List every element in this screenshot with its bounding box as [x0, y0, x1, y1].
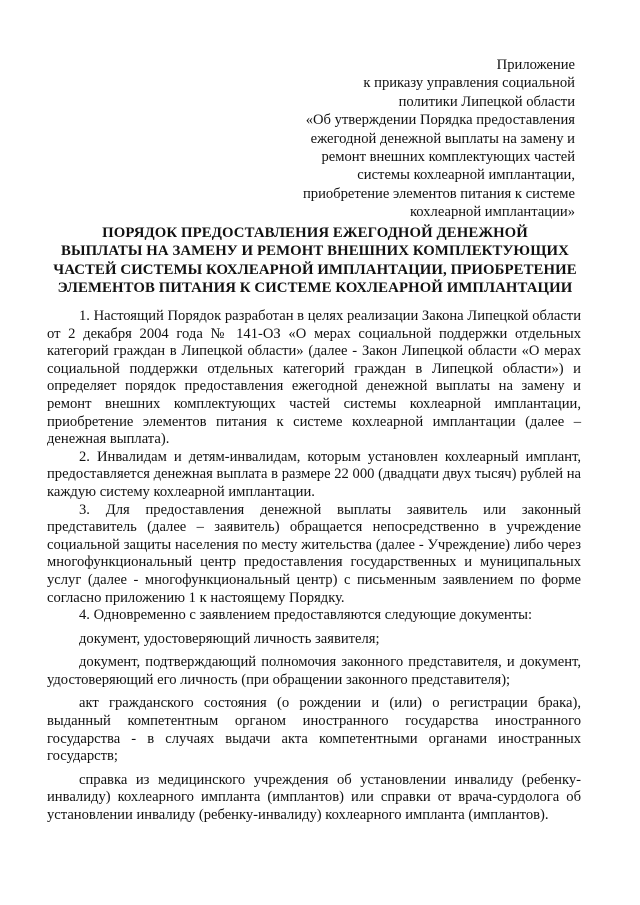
title-line: ЭЛЕМЕНТОВ ПИТАНИЯ К СИСТЕМЕ КОХЛЕАРНОЙ ИМПЛАНТАЦИИ [57, 280, 573, 297]
document-item-representative: документ, подтверждающий полномочия законного представителя, и документ, удостоверяющий его личность (при обращении законного представителя); [47, 654, 581, 688]
document-item-civil-act: акт гражданского состояния (о рождении и (или) о регистрации брака), выданный компетентным органом иностранного государства иностранного государства - в случаях выдачи акта компетентными органами иностранных государств; [47, 695, 581, 765]
paragraph-2: 2. Инвалидам и детям-инвалидам, которым установлен кохлеарный имплант, предоставляется денежная выплата в размере 22 000 (двадцати двух тысяч) рублей на каждую систему кохлеарной имплантации. [47, 448, 581, 500]
appendix-line: Приложение [496, 57, 575, 73]
title-line: ПОРЯДОК ПРЕДОСТАВЛЕНИЯ ЕЖЕГОДНОЙ ДЕНЕЖНОЙ [102, 225, 528, 241]
appendix-line: ремонт внешних комплектующих частей [321, 149, 575, 166]
title-line: ВЫПЛАТЫ НА ЗАМЕНУ И РЕМОНТ ВНЕШНИХ КОМПЛЕКТУЮЩИХ [61, 243, 569, 260]
paragraph-3: 3. Для предоставления денежной выплаты заявитель или законный представитель (далее – заявитель) обращается непосредственно в учреждение социальной защиты населения по месту жительства (далее - Учреждение) либо через многофункциональный центр предоставления государственных и муниципальных услуг (далее - многофункциональный центр) с письменным заявлением по форме согласно приложению 1 к настоящему Порядку. [47, 501, 581, 606]
paragraph-1: 1. Настоящий Порядок разработан в целях реализации Закона Липецкой области от 2 декабря 2004 года № 141-ОЗ «О мерах социальной поддержки отдельных категорий граждан в Липецкой области» (далее - Закон Липецкой области «О мерах социальной поддержки отдельных категорий граждан в Липецкой области») и определяет порядок предоставления ежегодной денежной выплаты на замену и ремонт внешних комплектующих частей системы кохлеарной имплантации, приобретение элементов питания к системе кохлеарной имплантации (далее – денежная выплата). [47, 308, 581, 448]
document-item-identity: документ, удостоверяющий личность заявителя; [79, 630, 380, 647]
appendix-line: к приказу управления социальной [363, 75, 575, 92]
appendix-line: ежегодной денежной выплаты на замену и [310, 130, 575, 147]
title-line: ЧАСТЕЙ СИСТЕМЫ КОХЛЕАРНОЙ ИМПЛАНТАЦИИ, ПРИОБРЕТЕНИЕ [53, 261, 577, 278]
appendix-line: системы кохлеарной имплантации, [357, 167, 575, 184]
document-item-medical-certificate: справка из медицинского учреждения об установлении инвалиду (ребенку-инвалиду) кохлеарного импланта (имплантов) или справки от врача-сурдолога об установлении инвалиду (ребенку-инвалиду) кохлеарного импланта (имплантов). [47, 771, 581, 824]
document-body [47, 308, 581, 825]
document-title [50, 224, 580, 298]
appendix-line: приобретение элементов питания к системе [302, 185, 575, 202]
paragraph-4: 4. Одновременно с заявлением предоставляются следующие документы: [79, 607, 533, 624]
appendix-line: кохлеарной имплантации» [409, 204, 575, 221]
appendix-line: политики Липецкой области [398, 93, 575, 110]
appendix-line: «Об утверждении Порядка предоставления [305, 112, 575, 129]
appendix-header [275, 56, 575, 222]
